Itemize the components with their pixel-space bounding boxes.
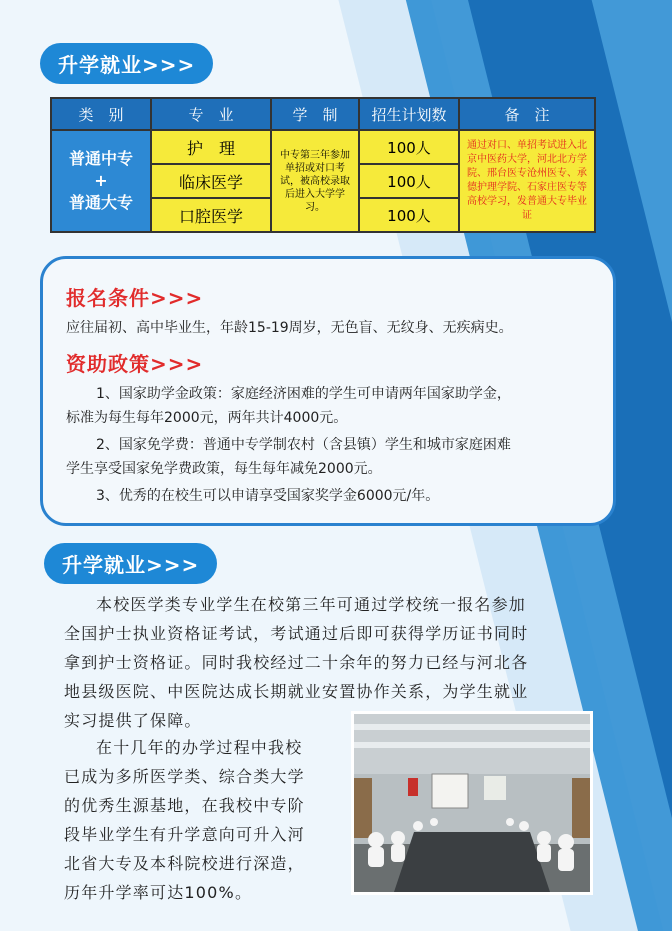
plan-cell: 100人 — [359, 164, 459, 198]
enrollment-table — [50, 97, 596, 233]
section-title-pill: 升学就业>>> — [44, 543, 217, 584]
category-cell — [51, 130, 151, 232]
section-title-pill: 升学就业>>> — [40, 43, 213, 84]
category-line: 普通大专 — [68, 193, 133, 212]
paragraph-line: 历年升学率可达100%。 — [64, 883, 253, 902]
aid-item: 1、国家助学金政策：家庭经济困难的学生可申请两年国家助学金， — [96, 386, 511, 402]
table-header-row — [51, 98, 595, 130]
major-cell: 口腔医学 — [151, 198, 271, 232]
table-header: 招生计划数 — [359, 98, 459, 130]
category-line: + — [94, 171, 108, 190]
paragraph-line: 已成为多所医学类、综合类大学 — [64, 767, 305, 786]
paragraph-line: 本校医学类专业学生在校第三年可通过学校统一报名参加 — [96, 595, 527, 614]
table-header: 类 别 — [51, 98, 151, 130]
category-line: 普通中专 — [68, 149, 133, 168]
plan-cell: 100人 — [359, 130, 459, 164]
paragraph-line: 全国护士执业资格证考试，考试通过后即可获得学历证书同时 — [64, 624, 529, 643]
paragraph-line: 段毕业学生有升学意向可升入河 — [64, 825, 305, 844]
major-cell: 临床医学 — [151, 164, 271, 198]
paragraph-line: 北省大专及本科院校进行深造， — [64, 854, 305, 873]
table-header: 学 制 — [271, 98, 359, 130]
enroll-title: 报名条件>>> — [66, 286, 204, 310]
aid-item: 学生享受国家免学费政策，每生每年减免2000元。 — [66, 461, 382, 477]
remark-cell: 通过对口、单招考试进入北京中医药大学，河北北方学院、邢台医专沧州医专、承德护理学院、石家庄医专等高校学习，发普通大专毕业证 — [459, 130, 595, 232]
paragraph-line: 拿到护士资格证。同时我校经过二十余年的努力已经与河北各 — [64, 653, 529, 672]
table-row — [51, 130, 595, 164]
aid-title: 资助政策>>> — [66, 352, 204, 376]
paragraph-line: 地县级医院、中医院达成长期就业安置协作关系，为学生就业 — [64, 682, 529, 701]
table-header: 备 注 — [459, 98, 595, 130]
major-cell: 护 理 — [151, 130, 271, 164]
enroll-text: 应往届初、高中毕业生，年龄15-19周岁，无色盲、无纹身、无疾病史。 — [66, 320, 513, 336]
upgrade-paragraph — [64, 733, 349, 907]
aid-item: 标准为每生每年2000元，两年共计4000元。 — [66, 410, 348, 426]
plan-cell: 100人 — [359, 198, 459, 232]
paragraph-line: 在十几年的办学过程中我校 — [96, 738, 303, 757]
system-cell: 中专第三年参加单招或对口考试，被高校录取后进入大学学习。 — [271, 130, 359, 232]
meeting-room-photo — [351, 711, 593, 895]
table-header: 专 业 — [151, 98, 271, 130]
paragraph-line: 的优秀生源基地，在我校中专阶 — [64, 796, 305, 815]
aid-item: 3、优秀的在校生可以申请享受国家奖学金6000元/年。 — [96, 488, 440, 504]
aid-item: 2、国家免学费：普通中专学制农村（含县镇）学生和城市家庭困难 — [96, 437, 511, 453]
paragraph-line: 实习提供了保障。 — [64, 711, 202, 730]
